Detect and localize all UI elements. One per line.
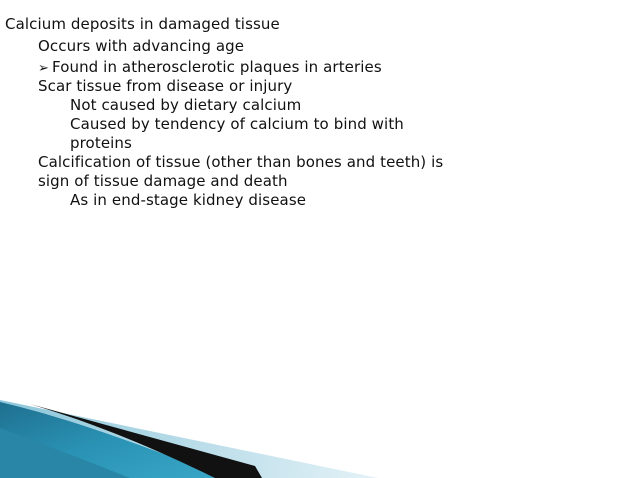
line-sub-6-text: proteins xyxy=(70,134,132,152)
line-sub-6 xyxy=(70,134,132,153)
line-sub-5 xyxy=(70,115,404,134)
line-sub-9-text: As in end-stage kidney disease xyxy=(70,191,307,209)
line-heading xyxy=(5,15,280,34)
line-sub-7-text: Calcification of tissue (other than bones and teeth) is xyxy=(38,153,444,171)
line-sub-8-text: sign of tissue damage and death xyxy=(38,172,288,190)
line-sub-3-text: Scar tissue from disease or injury xyxy=(38,77,293,95)
line-sub-4 xyxy=(70,96,301,115)
line-sub-4-text: Not caused by dietary calcium xyxy=(70,96,302,114)
line-sub-2-text: Found in atherosclerotic plaques in arteries xyxy=(52,58,382,76)
line-sub-3 xyxy=(38,77,292,96)
line-sub-2 xyxy=(38,58,382,78)
line-heading-text: Calcium deposits in damaged tissue xyxy=(5,15,280,33)
line-sub-9 xyxy=(70,191,306,210)
line-sub-1-text: Occurs with advancing age xyxy=(38,37,245,55)
line-sub-5-text: Caused by tendency of calcium to bind with xyxy=(70,115,404,133)
arrow-bullet-icon: ➢ xyxy=(38,61,49,76)
line-sub-8 xyxy=(38,172,288,191)
line-sub-7 xyxy=(38,153,443,172)
line-sub-1 xyxy=(38,37,244,56)
corner-swoosh-decoration xyxy=(0,388,638,478)
